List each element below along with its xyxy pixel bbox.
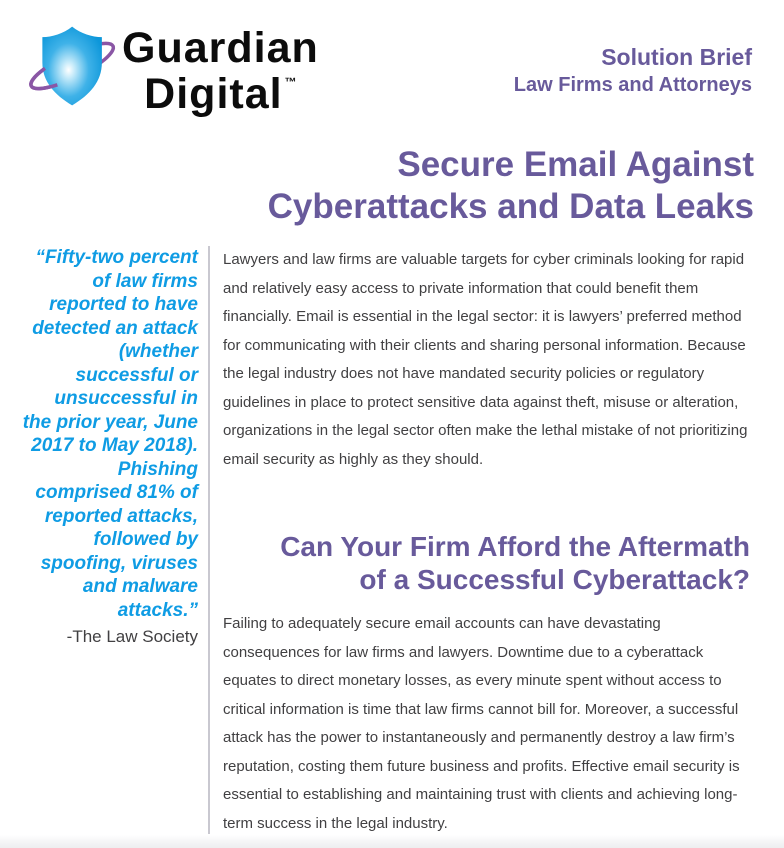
main-text-column	[223, 246, 750, 838]
quote-attribution: -The Law Society	[66, 627, 198, 646]
page-title-line1: Secure Email Against	[397, 145, 754, 184]
shield-logo-icon	[26, 24, 120, 108]
shield-icon	[42, 27, 102, 106]
page-bottom-edge	[0, 835, 784, 848]
section-paragraph: Failing to adequately secure email accounts can have devastating consequences for law firms and lawyers. Downtime due to a cyberattack equates to direct monetary losses, as every minute spent without access to critical information is time that law firms cannot bill for. Moreover, a successful attack has the power to instantaneously and permanently destroy a law firm’s reputation, costing them future business and profits. Effective email security is essential to establishing and maintaining trust with clients and achieving long-term success in the legal industry.	[223, 615, 740, 832]
document-audience-label: Law Firms and Attorneys	[513, 74, 752, 96]
section-heading-line1: Can Your Firm Afford the Aftermath	[280, 531, 750, 562]
brand-name-line1: Guardian	[122, 24, 319, 72]
section-heading	[223, 530, 750, 596]
section-heading-line2: of a Successful Cyberattack?	[359, 564, 750, 595]
pull-quote-sidebar	[22, 246, 198, 838]
brand-wordmark	[122, 24, 319, 118]
page-title-line2: Cyberattacks and Data Leaks	[267, 187, 754, 226]
brand-name-line2	[122, 65, 319, 118]
content-area	[22, 246, 750, 838]
guardian-digital-logo	[26, 24, 319, 118]
pull-quote-text: “Fifty-two percent of law firms reported to have detected an attack (whether successful or unsuccessful in the prior year, June 2017 to May 2018). Phishing comprised 81% of reported attacks, followed by spoofing, viruses and malware attacks.”	[22, 247, 198, 621]
intro-paragraph: Lawyers and law firms are valuable targets for cyber criminals looking for rapid and relatively easy access to private information that could benefit them financially. Email is essential in the legal sector: it is lawyers’ preferred method for communicating with their clients and sharing personal information. Because the legal industry does not have mandated security policies or regulatory guidelines in place to protect sensitive data against theft, misuse or alteration, organizations in the legal sector often make the lethal mistake of not prioritizing email security as highly as they should.	[223, 251, 748, 468]
trademark-symbol: ™	[284, 75, 297, 89]
page-title	[268, 144, 754, 228]
document-type-label: Solution Brief	[601, 44, 752, 70]
brand-name-line2-text: Digital	[144, 70, 283, 118]
document-header	[514, 42, 752, 99]
vertical-divider	[208, 246, 210, 834]
